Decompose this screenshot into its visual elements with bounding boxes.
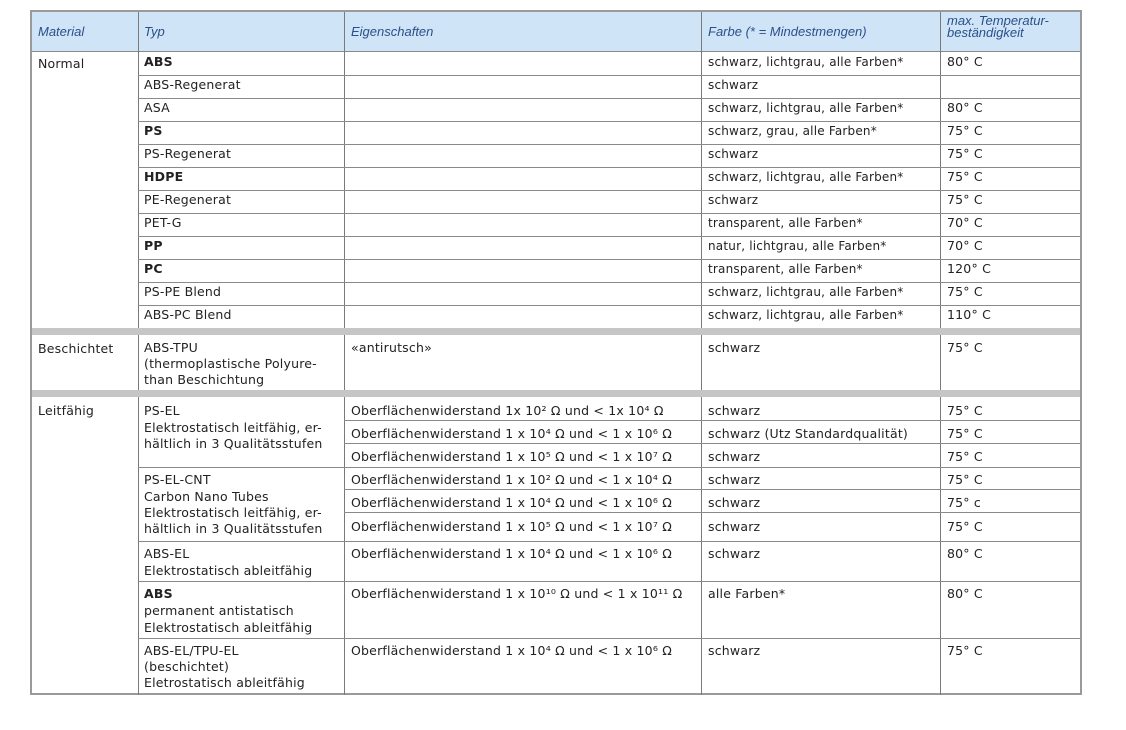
- typ-abs-tpu-desc: (thermoplastische Polyure-: [144, 356, 317, 371]
- header-material: Material: [38, 24, 85, 39]
- section-separator: [32, 328, 1080, 335]
- typ-cell: PET-G: [144, 215, 182, 230]
- farbe-cell: schwarz: [708, 449, 761, 464]
- typ-cell: PS: [144, 123, 163, 138]
- farbe-cell: schwarz, lichtgrau, alle Farben*: [708, 101, 904, 115]
- row-divider: [138, 167, 1080, 168]
- row-divider: [344, 489, 1080, 490]
- temp-cell: 75° C: [947, 643, 983, 658]
- typ-abs-antistatisch: ABS: [144, 586, 173, 601]
- header-typ: Typ: [144, 24, 165, 39]
- temp-cell: 75° C: [947, 284, 983, 299]
- temp-cell: 75° C: [947, 426, 983, 441]
- typ-ps-el-cnt-desc: Carbon Nano Tubes: [144, 489, 269, 504]
- row-divider: [138, 259, 1080, 260]
- temp-cell: 120° C: [947, 261, 992, 276]
- farbe-cell: schwarz (Utz Standardqualität): [708, 426, 908, 441]
- typ-cell: PS-PE Blend: [144, 284, 222, 299]
- farbe-cell: alle Farben*: [708, 586, 786, 601]
- typ-cell: ABS-Regenerat: [144, 77, 241, 92]
- eig-cell: Oberflächenwiderstand 1 x 10⁵ Ω und < 1 x 10⁷ Ω: [351, 519, 672, 534]
- row-divider: [138, 541, 1080, 542]
- farbe-cell: schwarz: [708, 78, 759, 92]
- eig-cell: Oberflächenwiderstand 1 x 10⁴ Ω und < 1 x 10⁶ Ω: [351, 426, 672, 441]
- farbe-cell: schwarz: [708, 193, 759, 207]
- row-divider: [138, 305, 1080, 306]
- temp-cell: 80° C: [947, 546, 983, 561]
- farbe-cell: schwarz: [708, 147, 759, 161]
- farbe-cell: natur, lichtgrau, alle Farben*: [708, 239, 887, 253]
- row-divider: [138, 190, 1080, 191]
- typ-abs-el-desc: Elektrostatisch ableitfähig: [144, 563, 313, 578]
- farbe-cell: schwarz: [708, 546, 761, 561]
- farbe-cell: schwarz: [708, 340, 761, 355]
- row-divider: [138, 121, 1080, 122]
- row-divider: [138, 638, 1080, 639]
- row-divider: [344, 443, 1080, 444]
- farbe-cell: schwarz: [708, 472, 761, 487]
- group-normal: Normal: [38, 56, 85, 71]
- typ-cell: ABS-PC Blend: [144, 307, 232, 322]
- temp-cell: 70° C: [947, 215, 983, 230]
- typ-abs-tpu: ABS-TPU: [144, 340, 198, 355]
- section-separator: [32, 390, 1080, 397]
- row-divider: [344, 512, 1080, 513]
- temp-cell: 75° c: [947, 495, 982, 510]
- group-beschichtet: Beschichtet: [38, 341, 114, 356]
- row-divider: [138, 236, 1080, 237]
- eig-cell: Oberflächenwiderstand 1 x 10⁵ Ω und < 1 x 10⁷ Ω: [351, 449, 672, 464]
- farbe-cell: schwarz, lichtgrau, alle Farben*: [708, 170, 904, 184]
- group-leitfaehig: Leitfähig: [38, 403, 94, 418]
- header-farbe: Farbe (* = Mindestmengen): [708, 24, 867, 39]
- typ-abs-el: ABS-EL: [144, 546, 190, 561]
- row-divider: [138, 144, 1080, 145]
- farbe-cell: schwarz, grau, alle Farben*: [708, 124, 877, 138]
- eig-cell: Oberflächenwiderstand 1 x 10² Ω und < 1 x 10⁴ Ω: [351, 472, 672, 487]
- temp-cell: 75° C: [947, 519, 983, 534]
- temp-cell: 75° C: [947, 340, 983, 355]
- typ-abs-tpu-desc: than Beschichtung: [144, 372, 265, 387]
- typ-cell: ABS: [144, 54, 173, 69]
- typ-ps-el-desc: Elektrostatisch leitfähig, er-: [144, 420, 322, 435]
- row-divider: [138, 467, 1080, 468]
- typ-cell: PP: [144, 238, 163, 253]
- col-divider: [344, 12, 345, 695]
- typ-abs-el-tpu-el-desc: Eletrostatisch ableitfähig: [144, 675, 305, 690]
- typ-ps-el-cnt-desc: Elektrostatisch leitfähig, er-: [144, 505, 322, 520]
- temp-cell: 70° C: [947, 238, 983, 253]
- row-divider: [138, 75, 1080, 76]
- eig-cell: Oberflächenwiderstand 1 x 10⁴ Ω und < 1 x 10⁶ Ω: [351, 643, 672, 658]
- temp-cell: 80° C: [947, 54, 983, 69]
- eig-antirutsch: «antirutsch»: [351, 340, 432, 355]
- col-divider: [940, 12, 941, 695]
- row-divider: [344, 420, 1080, 421]
- row-divider: [138, 213, 1080, 214]
- header-temp: max. Temperatur- beständigkeit: [947, 13, 1049, 40]
- temp-cell: 75° C: [947, 192, 983, 207]
- eig-cell: Oberflächenwiderstand 1x 10² Ω und < 1x 10⁴ Ω: [351, 403, 664, 418]
- eig-cell: Oberflächenwiderstand 1 x 10⁴ Ω und < 1 x 10⁶ Ω: [351, 546, 672, 561]
- typ-abs-el-tpu-el-desc: (beschichtet): [144, 659, 230, 674]
- typ-cell: ASA: [144, 100, 170, 115]
- farbe-cell: schwarz: [708, 643, 761, 658]
- typ-abs-antistatisch-desc: permanent antistatisch: [144, 603, 294, 618]
- typ-ps-el: PS-EL: [144, 403, 180, 418]
- temp-cell: 75° C: [947, 123, 983, 138]
- typ-cell: HDPE: [144, 169, 184, 184]
- typ-cell: PE-Regenerat: [144, 192, 232, 207]
- typ-ps-el-cnt: PS-EL-CNT: [144, 472, 211, 487]
- temp-cell: 75° C: [947, 146, 983, 161]
- typ-ps-el-cnt-desc: hältlich in 3 Qualitätsstufen: [144, 521, 323, 536]
- farbe-cell: transparent, alle Farben*: [708, 262, 863, 276]
- col-divider: [138, 12, 139, 695]
- table-header: [32, 12, 1080, 52]
- temp-cell: 75° C: [947, 472, 983, 487]
- row-divider: [138, 282, 1080, 283]
- typ-abs-antistatisch-desc: Elektrostatisch ableitfähig: [144, 620, 313, 635]
- eig-cell: Oberflächenwiderstand 1 x 10⁴ Ω und < 1 x 10⁶ Ω: [351, 495, 672, 510]
- row-divider: [138, 581, 1080, 582]
- temp-cell: 75° C: [947, 449, 983, 464]
- temp-cell: 110° C: [947, 307, 992, 322]
- farbe-cell: schwarz, lichtgrau, alle Farben*: [708, 55, 904, 69]
- row-divider: [138, 98, 1080, 99]
- eig-cell: Oberflächenwiderstand 1 x 10¹⁰ Ω und < 1 x 10¹¹ Ω: [351, 586, 683, 601]
- typ-abs-el-tpu-el: ABS-EL/TPU-EL: [144, 643, 239, 658]
- temp-cell: 75° C: [947, 169, 983, 184]
- header-eigenschaften: Eigenschaften: [351, 24, 434, 39]
- farbe-cell: schwarz, lichtgrau, alle Farben*: [708, 308, 904, 322]
- temp-cell: 80° C: [947, 100, 983, 115]
- typ-cell: PS-Regenerat: [144, 146, 232, 161]
- col-divider: [701, 12, 702, 695]
- temp-cell: 80° C: [947, 586, 983, 601]
- farbe-cell: schwarz: [708, 403, 761, 418]
- farbe-cell: transparent, alle Farben*: [708, 216, 863, 230]
- typ-ps-el-desc: hältlich in 3 Qualitätsstufen: [144, 436, 323, 451]
- farbe-cell: schwarz: [708, 495, 761, 510]
- typ-cell: PC: [144, 261, 163, 276]
- materials-table: [30, 10, 1082, 695]
- temp-cell: 75° C: [947, 403, 983, 418]
- farbe-cell: schwarz: [708, 519, 761, 534]
- farbe-cell: schwarz, lichtgrau, alle Farben*: [708, 285, 904, 299]
